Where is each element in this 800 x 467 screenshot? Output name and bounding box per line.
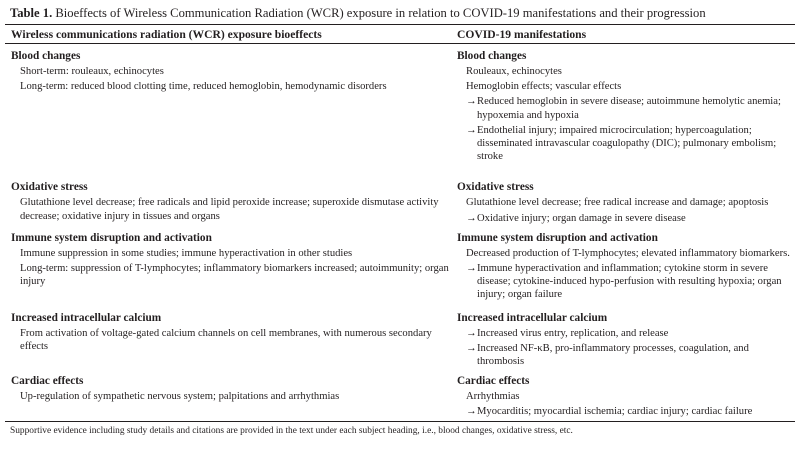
arrow-right-icon: → [466, 263, 477, 275]
section-column-left [5, 311, 449, 355]
section-item-text: Up-regulation of sympathetic nervous system; palpitations and arrhythmias [20, 391, 340, 403]
table-caption-label: Table 1. [10, 6, 53, 20]
section-item-text: Rouleaux, echinocytes [466, 66, 562, 77]
section-item [11, 390, 449, 403]
section-item [11, 65, 449, 78]
section-item [457, 65, 795, 78]
section-column-right [449, 49, 795, 165]
section-item-text: From activation of voltage-gated calcium channels on cell membranes, with numerous secondary effects [20, 327, 432, 352]
section-item [457, 212, 795, 225]
section-item-text: Myocarditis; myocardial ischemia; cardiac injury; cardiac failure [477, 406, 753, 418]
table-section [5, 49, 795, 165]
section-item-text: Immune hyperactivation and inflammation; cytokine storm in severe disease; cytokine-induced hypo-perfusion with resulting hypoxia; organ injury; organ failure [477, 263, 782, 301]
arrow-right-icon: → [466, 212, 477, 224]
section-item [11, 327, 449, 353]
section-item [457, 262, 795, 302]
section-item [457, 405, 795, 418]
section-title-right: Immune system disruption and activation [457, 231, 658, 244]
table-section [5, 231, 795, 304]
section-item [457, 342, 795, 368]
section-item [457, 95, 795, 121]
section-item-text: Glutathione level decrease; free radical increase and damage; apoptosis [466, 197, 769, 209]
section-title-right: Blood changes [457, 50, 527, 62]
header-right: COVID-19 manifestations [457, 27, 587, 41]
header-left: Wireless communications radiation (WCR) exposure bioeffects [11, 27, 322, 41]
section-item [457, 80, 795, 93]
section-column-left [5, 374, 449, 405]
section-column-right [449, 231, 795, 304]
section-title-right: Cardiac effects [457, 375, 530, 388]
section-item-text: Glutathione level decrease; free radicals and lipid peroxide increase; superoxide dismutase activity decrease; oxidative injury in tissues and organs [20, 197, 439, 222]
section-column-right [449, 180, 795, 226]
table-body [5, 49, 795, 421]
section-title-left: Oxidative stress [11, 181, 88, 194]
arrow-right-icon: → [466, 406, 477, 418]
section-item-text: Endothelial injury; impaired microcirculation; hypercoagulation; disseminated intravascular coagulopathy (DIC); pulmonary embolism; stroke [477, 124, 777, 163]
section-item [11, 80, 449, 93]
section-item-text: Decreased production of T-lymphocytes; elevated inflammatory biomarkers. [466, 247, 790, 259]
arrow-right-icon: → [466, 342, 477, 354]
section-title-left: Increased intracellular calcium [11, 311, 162, 324]
table-footnote: Supportive evidence including study details and citations are provided in the text under each subject heading, i.e., blood changes, oxidative stress, etc. [10, 425, 573, 436]
section-item [11, 196, 449, 222]
section-item-text: Reduced hemoglobin in severe disease; autoimmune hemolytic anemia; hypoxemia and hypoxia [477, 96, 781, 121]
section-item-text: Long-term: reduced blood clotting time, reduced hemoglobin, hemodynamic disorders [20, 81, 387, 93]
table-header-row [5, 25, 795, 43]
section-item-text: Immune suppression in some studies; immune hyperactivation in other studies [20, 247, 353, 259]
table-header-rule [5, 43, 795, 44]
section-item-text: Hemoglobin effects; vascular effects [466, 81, 622, 93]
table-caption-text: Bioeffects of Wireless Communication Radiation (WCR) exposure in relation to COVID-19 manifestations and their progression [52, 6, 706, 20]
section-item-text: Short-term: rouleaux, echinocytes [20, 66, 164, 77]
section-item-text: Arrhythmias [466, 391, 520, 403]
section-item [11, 262, 449, 288]
table-section [5, 311, 795, 371]
section-column-right [449, 374, 795, 420]
section-title-left: Cardiac effects [11, 375, 84, 388]
table-caption [10, 6, 795, 21]
section-column-left [5, 231, 449, 291]
section-item [457, 196, 795, 209]
section-title-right: Oxidative stress [457, 181, 534, 194]
section-item [457, 124, 795, 164]
section-title-left: Blood changes [11, 50, 81, 62]
arrow-right-icon: → [466, 96, 477, 108]
section-column-left [5, 49, 449, 95]
section-title-right: Increased intracellular calcium [457, 311, 608, 324]
table-section [5, 374, 795, 420]
section-item-text: Long-term: suppression of T-lymphocytes; inflammatory biomarkers increased; autoimmunity; organ injury [20, 263, 449, 288]
section-item-text: Increased virus entry, replication, and release [477, 327, 669, 339]
section-item-text: Increased NF-κB, pro-inflammatory processes, coagulation, and thrombosis [477, 342, 749, 368]
section-title-left: Immune system disruption and activation [11, 231, 212, 244]
section-item [11, 247, 449, 260]
section-column-right [449, 311, 795, 371]
arrow-right-icon: → [466, 327, 477, 339]
table-section [5, 180, 795, 226]
section-item [457, 247, 795, 260]
section-item [457, 390, 795, 403]
arrow-right-icon: → [466, 124, 477, 136]
section-item-text: Oxidative injury; organ damage in severe disease [477, 212, 686, 224]
section-column-left [5, 180, 449, 224]
section-item [457, 327, 795, 340]
